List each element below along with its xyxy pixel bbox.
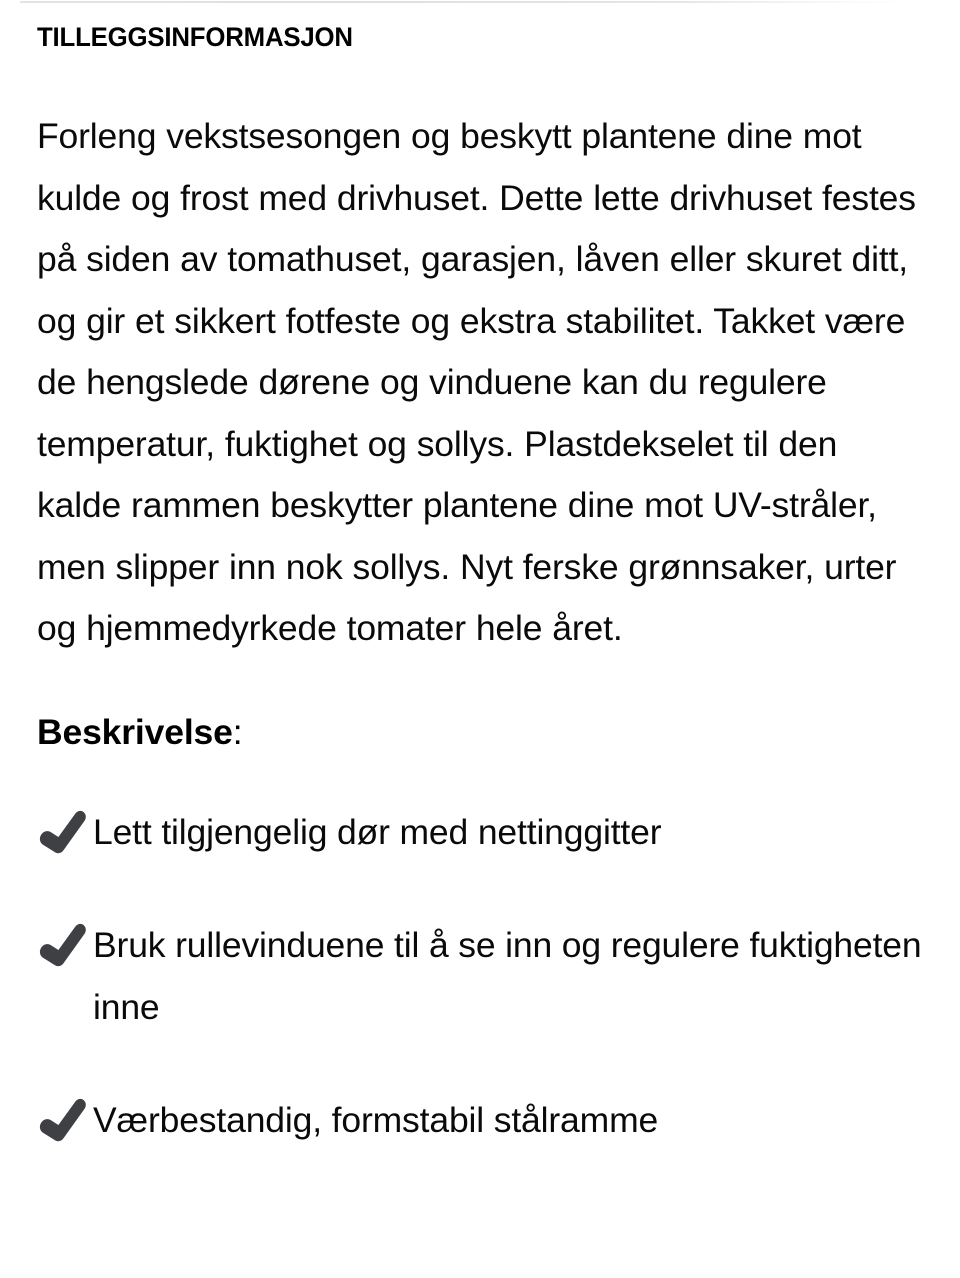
check-icon [37, 922, 91, 970]
check-icon [37, 1097, 91, 1145]
description-subheading-colon: : [232, 711, 243, 752]
page-title: TILLEGGSINFORMASJON [37, 22, 353, 52]
list-item-label: Bruk rullevinduene til å se inn og regulere fuktigheten inne [93, 925, 922, 1027]
list-item [37, 915, 927, 1038]
check-icon [37, 809, 91, 857]
product-description-paragraph: Forleng vekstsesongen og beskytt plantene dine mot kulde og frost med drivhuset. Dette lette drivhuset festes på siden av tomathuset, garasjen, låven eller skuret ditt, og gir et sikkert fotfeste og ekstra stabilitet. Takket være de hengslede dørene og vinduene kan du regulere temperatur, fuktighet og sollys. Plastdekselet til den kalde rammen beskytter plantene dine mot UV-stråler, men slipper inn nok sollys. Nyt ferske grønnsaker, urter og hjemmedyrkede tomater hele året. [37, 116, 916, 648]
content-column [37, 0, 927, 1152]
list-item [37, 1090, 927, 1152]
list-item [37, 802, 927, 864]
list-item-label: Lett tilgjengelig dør med nettinggitter [93, 811, 662, 852]
list-item-label: Værbestandig, formstabil stålramme [93, 1100, 659, 1140]
description-subheading-label: Beskrivelse [37, 711, 233, 752]
feature-list [37, 755, 927, 1152]
description-subheading [37, 660, 927, 755]
